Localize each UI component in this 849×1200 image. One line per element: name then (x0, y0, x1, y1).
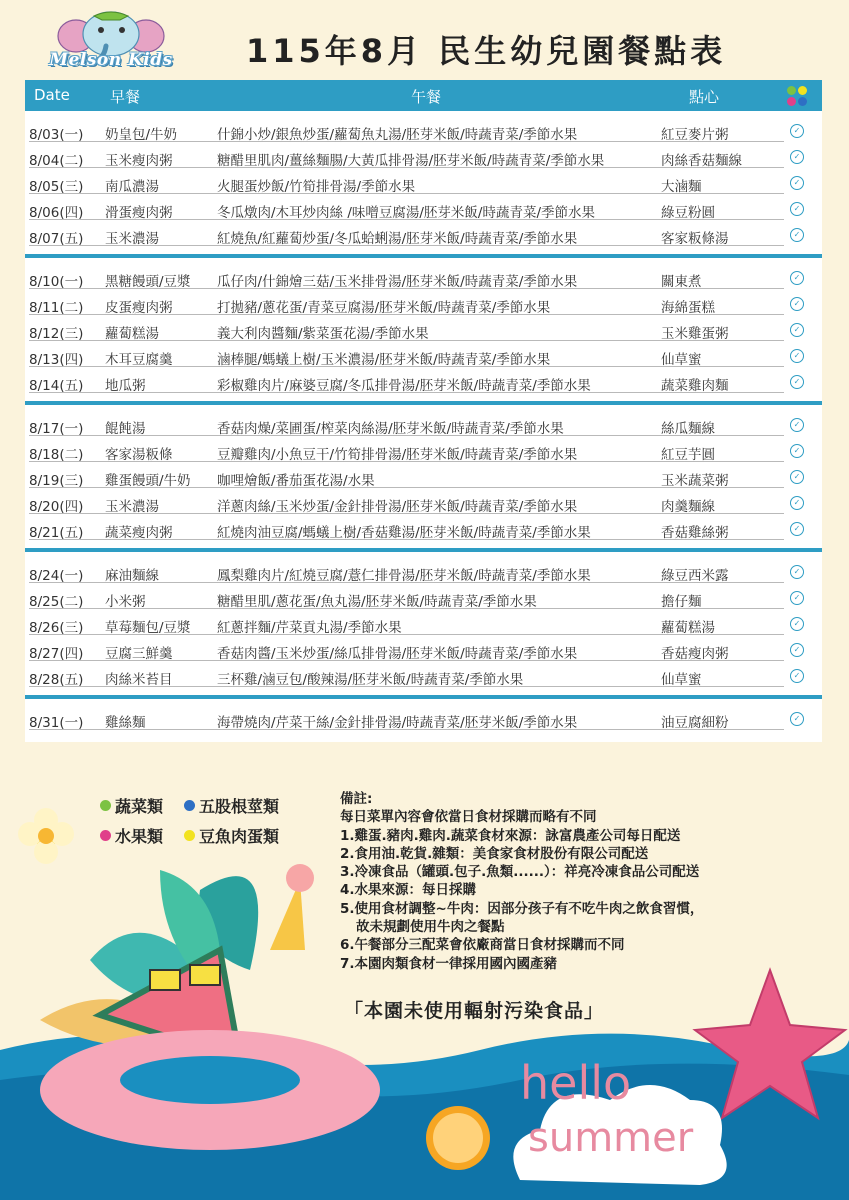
lunch-cell: 義大利肉醬麵/紫菜蛋花湯/季節水果 (217, 326, 429, 342)
table-row (25, 706, 822, 732)
lunch-cell: 瓜仔肉/什錦燴三菇/玉米排骨湯/胚芽米飯/時蔬青菜/季節水果 (217, 274, 578, 290)
table-row (25, 611, 822, 637)
lunch-cell: 打拋豬/蔥花蛋/青菜豆腐湯/胚芽米飯/時蔬青菜/季節水果 (217, 300, 551, 316)
table-row (25, 438, 822, 464)
snack-cell: 關東煮 (661, 274, 702, 290)
check-circle-icon: ✓ (790, 522, 804, 536)
table-row (25, 222, 822, 248)
check-circle-icon: ✓ (790, 349, 804, 363)
check-circle-icon: ✓ (790, 565, 804, 579)
breakfast-cell: 南瓜濃湯 (105, 179, 159, 195)
snack-cell: 香菇瘦肉粥 (661, 646, 729, 662)
food-groups-icon (786, 85, 808, 107)
date-cell: 8/06(四) (29, 205, 84, 221)
date-cell: 8/04(二) (29, 153, 84, 169)
breakfast-cell: 蘿蔔糕湯 (105, 326, 159, 342)
breakfast-cell: 草莓麵包/豆漿 (105, 620, 191, 636)
notes-section (340, 790, 810, 973)
melson-kids-logo (36, 10, 186, 76)
lunch-cell: 火腿蛋炒飯/竹筍排骨湯/季節水果 (217, 179, 416, 195)
food-dot-icon (787, 86, 796, 95)
check-circle-icon: ✓ (790, 712, 804, 726)
legend-item: 水果類 (100, 824, 163, 847)
flower-icon (18, 808, 74, 864)
check-circle-icon: ✓ (790, 176, 804, 190)
lunch-cell: 香菇肉醬/玉米炒蛋/絲瓜排骨湯/胚芽米飯/時蔬青菜/季節水果 (217, 646, 578, 662)
snack-cell: 綠豆西米露 (661, 568, 729, 584)
date-cell: 8/13(四) (29, 352, 84, 368)
check-circle-icon: ✓ (790, 617, 804, 631)
date-cell: 8/12(三) (29, 326, 84, 342)
table-row (25, 144, 822, 170)
date-cell: 8/03(一) (29, 127, 84, 143)
food-dot-icon (798, 97, 807, 106)
date-cell: 8/14(五) (29, 378, 84, 394)
notes-line: 6.午餐部分三配菜會依廠商當日食材採購而不同 (340, 937, 625, 954)
snack-cell: 紅豆麥片粥 (661, 127, 729, 143)
snack-cell: 仙草蜜 (661, 672, 702, 688)
check-circle-icon: ✓ (790, 323, 804, 337)
orange-slice-icon (426, 1106, 490, 1170)
snack-cell: 蘿蔔糕湯 (661, 620, 715, 636)
snack-cell: 綠豆粉圓 (661, 205, 715, 221)
breakfast-cell: 黑糖饅頭/豆漿 (105, 274, 191, 290)
check-circle-icon: ✓ (790, 150, 804, 164)
check-circle-icon: ✓ (790, 228, 804, 242)
table-row (25, 118, 822, 144)
breakfast-cell: 玉米瘦肉粥 (105, 153, 173, 169)
check-circle-icon: ✓ (790, 202, 804, 216)
snack-cell: 肉絲香菇麵線 (661, 153, 742, 169)
check-circle-icon: ✓ (790, 496, 804, 510)
lunch-cell: 冬瓜燉肉/木耳炒肉絲 /味噌豆腐湯/胚芽米飯/時蔬青菜/季節水果 (217, 205, 596, 221)
food-dot-icon (798, 86, 807, 95)
week-group (25, 111, 822, 258)
radiation-free-slogan: 「本園未使用輻射污染食品」 (344, 1000, 605, 1022)
column-header-snack: 點心 (689, 88, 720, 106)
food-dot-icon (787, 97, 796, 106)
snack-cell: 肉羹麵線 (661, 499, 715, 515)
legend-item: 蔬菜類 (100, 794, 163, 817)
check-circle-icon: ✓ (790, 124, 804, 138)
notes-line: 4.水果來源：每日採購 (340, 882, 477, 899)
snack-cell: 紅豆芋圓 (661, 447, 715, 463)
date-cell: 8/26(三) (29, 620, 84, 636)
table-row (25, 637, 822, 663)
breakfast-cell: 客家湯粄條 (105, 447, 173, 463)
hello-text: hello (520, 1056, 632, 1110)
breakfast-cell: 雞絲麵 (105, 715, 146, 731)
date-cell: 8/28(五) (29, 672, 84, 688)
check-circle-icon: ✓ (790, 669, 804, 683)
notes-line: 7.本園肉類食材一律採用國內國產豬 (340, 955, 558, 972)
table-row (25, 490, 822, 516)
table-row (25, 265, 822, 291)
lunch-cell: 鳳梨雞肉片/紅燒豆腐/薏仁排骨湯/胚芽米飯/時蔬青菜/季節水果 (217, 568, 591, 584)
breakfast-cell: 肉絲米苔目 (105, 672, 173, 688)
date-cell: 8/20(四) (29, 499, 84, 515)
legend-dot-icon (184, 830, 195, 841)
lunch-cell: 洋蔥肉絲/玉米炒蛋/金針排骨湯/胚芽米飯/時蔬青菜/季節水果 (217, 499, 578, 515)
date-cell: 8/07(五) (29, 231, 84, 247)
check-circle-icon: ✓ (790, 297, 804, 311)
logo-text: Melson Kids (49, 50, 173, 70)
notes-line: 故未規劃使用牛肉之餐點 (356, 919, 505, 936)
lunch-cell: 糖醋里肌/蔥花蛋/魚丸湯/胚芽米飯/時蔬青菜/季節水果 (217, 594, 537, 610)
lunch-cell: 紅燒肉油豆腐/螞蟻上樹/香菇雞湯/胚芽米飯/時蔬青菜/季節水果 (217, 525, 591, 541)
menu-table (25, 80, 822, 742)
check-circle-icon: ✓ (790, 375, 804, 389)
snack-cell: 油豆腐細粉 (661, 715, 729, 731)
breakfast-cell: 皮蛋瘦肉粥 (105, 300, 173, 316)
date-cell: 8/18(二) (29, 447, 84, 463)
table-row (25, 317, 822, 343)
breakfast-cell: 豆腐三鮮羹 (105, 646, 173, 662)
date-cell: 8/05(三) (29, 179, 84, 195)
date-cell: 8/10(一) (29, 274, 84, 290)
date-cell: 8/25(二) (29, 594, 84, 610)
legend-item: 五股根莖類 (184, 794, 279, 817)
lunch-cell: 海帶燒肉/芹菜干絲/金針排骨湯/時蔬青菜/胚芽米飯/季節水果 (217, 715, 578, 731)
lunch-cell: 咖哩燴飯/番茄蛋花湯/水果 (217, 473, 375, 489)
date-cell: 8/21(五) (29, 525, 84, 541)
breakfast-cell: 木耳豆腐羹 (105, 352, 173, 368)
snack-cell: 擔仔麵 (661, 594, 702, 610)
date-cell: 8/11(二) (29, 300, 84, 316)
table-row (25, 343, 822, 369)
lunch-cell: 紅燒魚/紅蘿蔔炒蛋/冬瓜蛤蜊湯/胚芽米飯/時蔬青菜/季節水果 (217, 231, 578, 247)
check-circle-icon: ✓ (790, 444, 804, 458)
check-circle-icon: ✓ (790, 591, 804, 605)
page-title: 115年8月 民生幼兒園餐點表 (246, 32, 727, 70)
column-header-date: Date (34, 86, 70, 104)
breakfast-cell: 地瓜粥 (105, 378, 146, 394)
week-group (25, 552, 822, 699)
date-cell: 8/17(一) (29, 421, 84, 437)
week-group (25, 405, 822, 552)
snack-cell: 大滷麵 (661, 179, 702, 195)
table-row (25, 663, 822, 689)
breakfast-cell: 雞蛋饅頭/牛奶 (105, 473, 191, 489)
legend-dot-icon (100, 800, 111, 811)
snack-cell: 香菇雞絲粥 (661, 525, 729, 541)
lunch-cell: 香菇肉燥/菜圃蛋/榨菜肉絲湯/胚芽米飯/時蔬青菜/季節水果 (217, 421, 564, 437)
table-header (25, 80, 822, 111)
breakfast-cell: 小米粥 (105, 594, 146, 610)
legend-dot-icon (100, 830, 111, 841)
summer-text: summer (528, 1115, 694, 1161)
check-circle-icon: ✓ (790, 470, 804, 484)
table-row (25, 559, 822, 585)
lunch-cell: 三杯雞/滷豆包/酸辣湯/胚芽米飯/時蔬青菜/季節水果 (217, 672, 524, 688)
notes-line: 每日菜單內容會依當日食材採購而略有不同 (340, 809, 597, 826)
table-row (25, 369, 822, 395)
column-header-lunch: 午餐 (411, 88, 442, 106)
snack-cell: 玉米蔬菜粥 (661, 473, 729, 489)
column-header-breakfast: 早餐 (110, 88, 141, 106)
week-group (25, 258, 822, 405)
table-row (25, 196, 822, 222)
lunch-cell: 紅蔥拌麵/芹菜貢丸湯/季節水果 (217, 620, 402, 636)
table-row (25, 516, 822, 542)
lunch-cell: 什錦小炒/銀魚炒蛋/蘿蔔魚丸湯/胚芽米飯/時蔬青菜/季節水果 (217, 127, 578, 143)
table-body (25, 111, 822, 742)
notes-line: 5.使用食材調整~牛肉：因部分孩子有不吃牛肉之飲食習慣， (340, 900, 704, 917)
date-cell: 8/27(四) (29, 646, 84, 662)
swim-ring-icon (40, 1030, 380, 1150)
table-row (25, 291, 822, 317)
notes-title: 備註: (340, 791, 373, 807)
date-cell: 8/19(三) (29, 473, 84, 489)
lunch-cell: 糖醋里肌肉/薑絲麵腸/大黃瓜排骨湯/胚芽米飯/時蔬青菜/季節水果 (217, 153, 605, 169)
lunch-cell: 滷棒腿/螞蟻上樹/玉米濃湯/胚芽米飯/時蔬青菜/季節水果 (217, 352, 551, 368)
snack-cell: 海綿蛋糕 (661, 300, 715, 316)
snack-cell: 絲瓜麵線 (661, 421, 715, 437)
breakfast-cell: 滑蛋瘦肉粥 (105, 205, 173, 221)
breakfast-cell: 玉米濃湯 (105, 499, 159, 515)
check-circle-icon: ✓ (790, 418, 804, 432)
check-circle-icon: ✓ (790, 271, 804, 285)
snack-cell: 玉米雞蛋粥 (661, 326, 729, 342)
breakfast-cell: 奶皇包/牛奶 (105, 127, 178, 143)
snack-cell: 蔬菜雞肉麵 (661, 378, 729, 394)
breakfast-cell: 玉米濃湯 (105, 231, 159, 247)
lunch-cell: 豆瓣雞肉/小魚豆干/竹筍排骨湯/胚芽米飯/時蔬青菜/季節水果 (217, 447, 578, 463)
week-group (25, 699, 822, 742)
check-circle-icon: ✓ (790, 643, 804, 657)
table-row (25, 170, 822, 196)
lunch-cell: 彩椒雞肉片/麻婆豆腐/冬瓜排骨湯/胚芽米飯/時蔬青菜/季節水果 (217, 378, 591, 394)
notes-line: 3.冷凍食品（罐頭.包子.魚類......）：祥亮冷凍食品公司配送 (340, 864, 700, 881)
breakfast-cell: 蔬菜瘦肉粥 (105, 525, 173, 541)
table-row (25, 412, 822, 438)
snack-cell: 客家粄條湯 (661, 231, 729, 247)
legend-dot-icon (184, 800, 195, 811)
legend-item: 豆魚肉蛋類 (184, 824, 279, 847)
snack-cell: 仙草蜜 (661, 352, 702, 368)
ice-cream-icon (270, 864, 314, 950)
date-cell: 8/31(一) (29, 715, 84, 731)
date-cell: 8/24(一) (29, 568, 84, 584)
table-row (25, 464, 822, 490)
table-row (25, 585, 822, 611)
notes-line: 2.食用油.乾貨.雜類：美食家食材股份有限公司配送 (340, 845, 649, 862)
breakfast-cell: 餛飩湯 (105, 421, 146, 437)
notes-line: 1.雞蛋.豬肉.雞肉.蔬菜食材來源：詠富農產公司每日配送 (340, 827, 681, 844)
breakfast-cell: 麻油麵線 (105, 568, 159, 584)
